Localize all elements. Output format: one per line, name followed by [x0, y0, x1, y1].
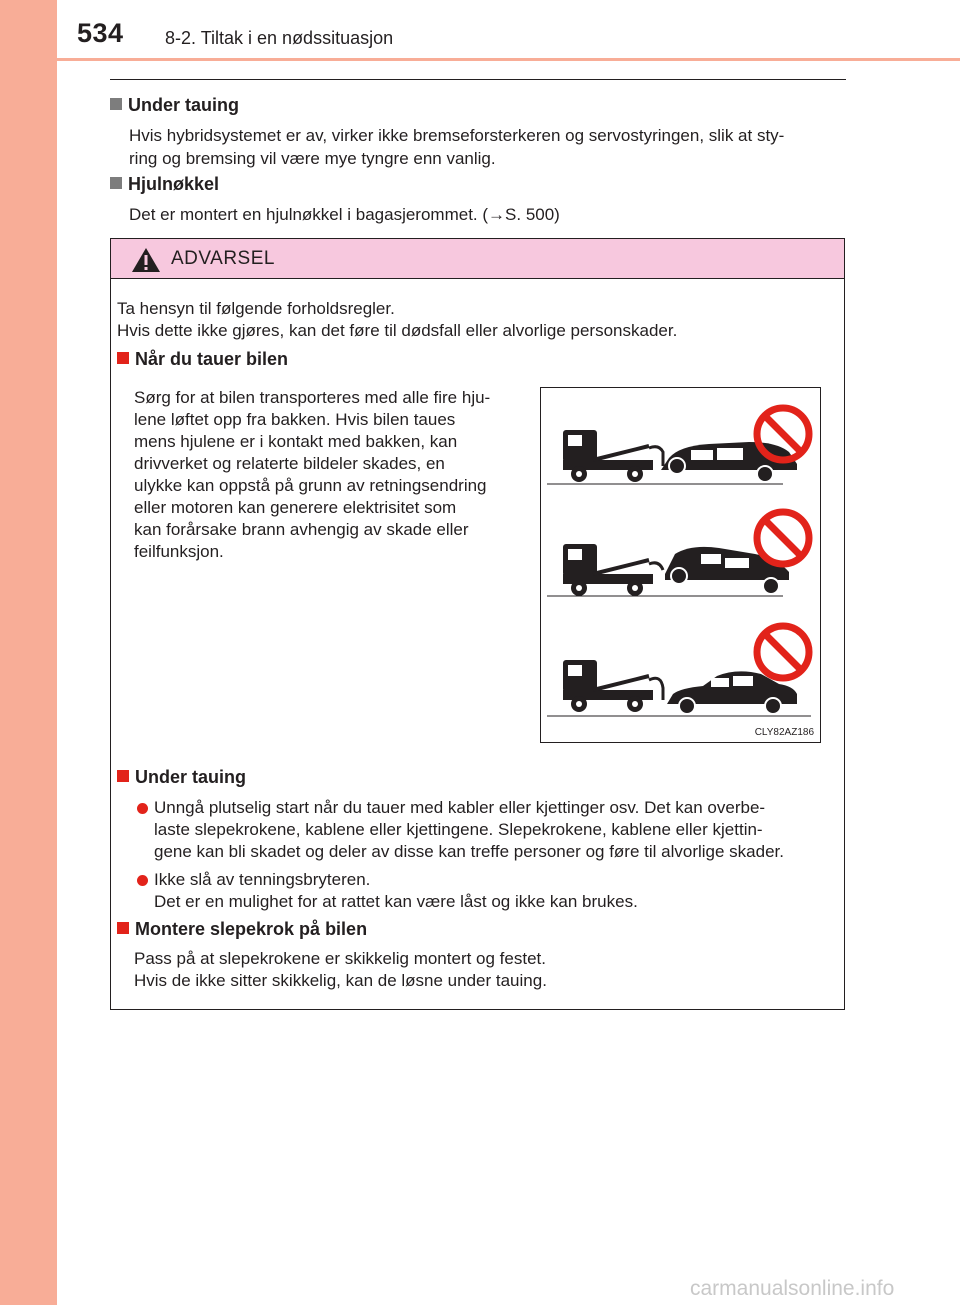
red-dot-bullet-icon [137, 803, 148, 814]
figure-code: CLY82AZ186 [754, 727, 814, 738]
warning-intro: Ta hensyn til følgende forholdsregler. Hvis dette ikke gjøres, kan det føre til dødsfall eller alvorlige personskader. [117, 299, 678, 340]
section-text-hjulnokkel: Det er montert en hjulnøkkel i bagasjerommet. (→S. 500) [129, 205, 560, 224]
top-rule [110, 79, 846, 80]
square-bullet-icon [117, 770, 129, 782]
square-bullet-icon [117, 352, 129, 364]
scene-dolly-tow [547, 408, 809, 484]
warning-heading-tow-hook: Montere slepekrok på bilen [117, 919, 367, 940]
towing-diagram [541, 388, 820, 728]
warning-bullet-item: Ikke slå av tenningsbryteren. Det er en mulighet for at rattet kan være låst og ikke kan brukes. [137, 869, 837, 913]
warning-towing-text: Sørg for at bilen transporteres med alle fire hju- lene løftet opp fra bakken. Hvis bilen taues mens hjulene er i kontakt med bakken, kan drivverket og relaterte bildeler skades, en ulykke kan oppstå på grunn av retningsendring eller motoren kan generere elektrisitet som kan forårsake brann avhengig av skade eller feilfunksjon. [134, 388, 491, 561]
square-bullet-icon [110, 177, 122, 189]
warning-heading-under-tauing: Under tauing [117, 767, 246, 788]
warning-header [111, 239, 844, 279]
warning-bullet-item: Unngå plutselig start når du tauer med kabler eller kjettinger osv. Det kan overbe- laste slepekrokene, kablene eller kjettingene. Slepekrokene, kablene eller kjettin- gene kan bli skadet og deler av disse kan treffe personer og føre til alvorlige skader. [137, 797, 837, 863]
warning-tow-hook-text: Pass på at slepekrokene er skikkelig montert og festet. Hvis de ikke sitter skikkelig, kan de løsne under tauing. [134, 949, 547, 990]
section-heading-hjulnokkel: Hjulnøkkel [110, 174, 219, 195]
scene-rear-lift-tow [547, 626, 811, 716]
side-color-bar [0, 0, 57, 1305]
section-text-under-tauing: Hvis hybridsystemet er av, virker ikke bremseforsterkeren og servostyringen, slik at sty- ring og bremsing vil være mye tyngre enn vanlig. [129, 126, 785, 168]
chapter-title: 8-2. Tiltak i en nødssituasjon [165, 28, 394, 48]
red-dot-bullet-icon [137, 875, 148, 886]
warning-triangle-icon [131, 247, 161, 273]
warning-heading-towing: Når du tauer bilen [117, 349, 288, 370]
scene-front-lift-tow [547, 512, 809, 596]
square-bullet-icon [110, 98, 122, 110]
towing-illustration [540, 387, 821, 743]
section-heading-under-tauing: Under tauing [110, 95, 239, 116]
page-number: 534 [77, 18, 124, 48]
watermark: carmanualsonline.info [690, 1277, 895, 1300]
header-underline [57, 58, 960, 61]
square-bullet-icon [117, 922, 129, 934]
warning-title: ADVARSEL [171, 248, 275, 269]
